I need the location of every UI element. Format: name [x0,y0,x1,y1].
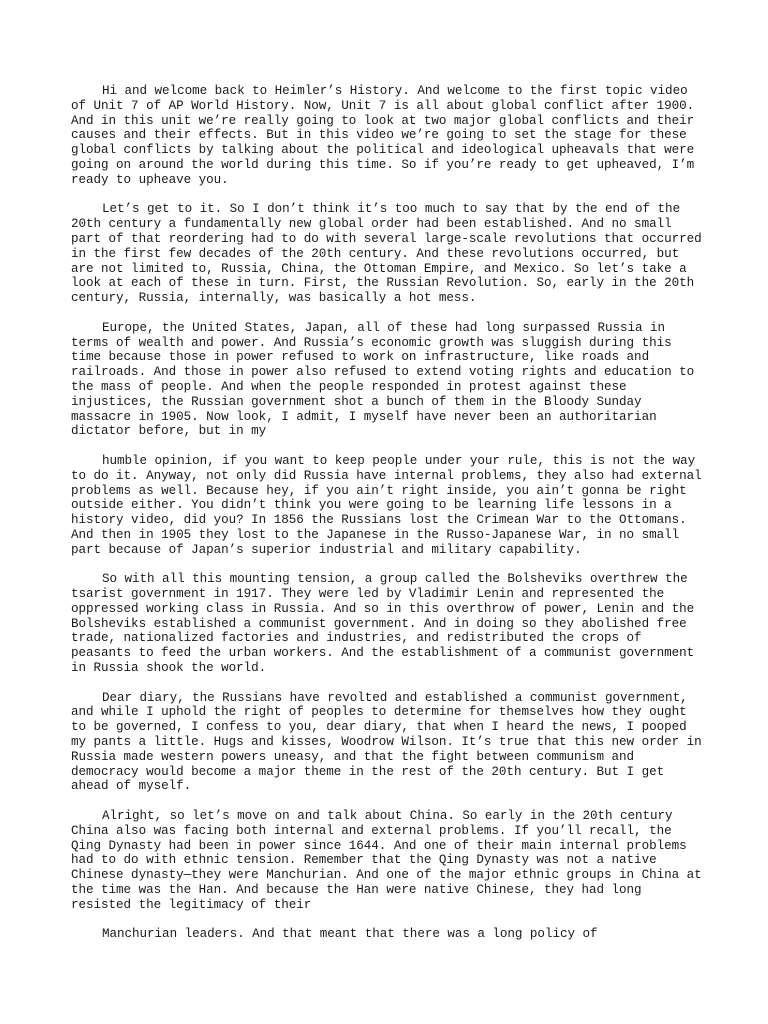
paragraph-4: humble opinion, if you want to keep people under your rule, this is not the way to do it. Anyway, not only did Russia have internal problems, they also had external problems as well. Because hey, if you ain’t right inside, you ain’t gonna be right outside either. You didn’t think you were going to be learning life lessons in a history video, did you? In 1856 the Russians lost the Crimean War to the Ottomans. And then in 1905 they lost to the Japanese in the Russo-Japanese War, in no small part because of Japan’s superior industrial and military capability. [71,453,702,557]
document-page [71,84,703,957]
paragraph-6: Dear diary, the Russians have revolted and established a communist government, and while I uphold the right of peoples to determine for themselves how they ought to be governed, I confess to you, dear diary, that when I heard the news, I pooped my pants a little. Hugs and kisses, Woodrow Wilson. It’s true that this new order in Russia made western powers uneasy, and that the fight between communism and democracy would become a major theme in the rest of the 20th century. But I get ahead of myself. [71,690,702,794]
paragraph-8: Manchurian leaders. And that meant that there was a long policy of [102,927,598,942]
paragraph-3: Europe, the United States, Japan, all of these had long surpassed Russia in terms of wealth and power. And Russia’s economic growth was sluggish during this time because those in power refused to work on infrastructure, like roads and railroads. And those in power also refused to extend voting rights and education to the mass of people. And when the people responded in protest against these injustices, the Russian government shot a bunch of them in the Bloody Sunday massacre in 1905. Now look, I admit, I myself have never been an authoritarian dictator before, but in my [71,320,695,439]
paragraph-2: Let’s get to it. So I don’t think it’s too much to say that by the end of the 20th century a fundamentally new global order had been established. And no small part of that reordering had to do with several large-scale revolutions that occurred in the first few decades of the 20th century. And these revolutions occurred, but are not limited to, Russia, China, the Ottoman Empire, and Mexico. So let’s take a look at each of these in turn. First, the Russian Revolution. So, early in the 20th century, Russia, internally, was basically a hot mess. [71,202,702,306]
paragraph-1: Hi and welcome back to Heimler’s History. And welcome to the first topic video of Unit 7 of AP World History. Now, Unit 7 is all about global conflict after 1900. And in this unit we’re really going to look at two major global conflicts and their causes and their effects. But in this video we’re going to set the stage for these global conflicts by talking about the political and ideological upheavals that were going on around the world during this time. So if you’re ready to get upheaved, I’m ready to upheave you. [71,84,695,187]
paragraph-7: Alright, so let’s move on and talk about China. So early in the 20th century China also was facing both internal and external problems. If you’ll recall, the Qing Dynasty had been in power since 1644. And one of their main internal problems had to do with ethnic tension. Remember that the Qing Dynasty was not a native Chinese dynasty—they were Manchurian. And one of the major ethnic groups in China at the time was the Han. And because the Han were native Chinese, they had long resisted the legitimacy of their [71,809,702,912]
paragraph-5: So with all this mounting tension, a group called the Bolsheviks overthrew the tsarist government in 1917. They were led by Vladimir Lenin and represented the oppressed working class in Russia. And so in this overthrow of power, Lenin and the Bolsheviks established a communist government. And in doing so they abolished free trade, nationalized factories and industries, and redistributed the crops of peasants to feed the urban workers. And the establishment of a communist government in Russia shook the world. [71,572,695,676]
